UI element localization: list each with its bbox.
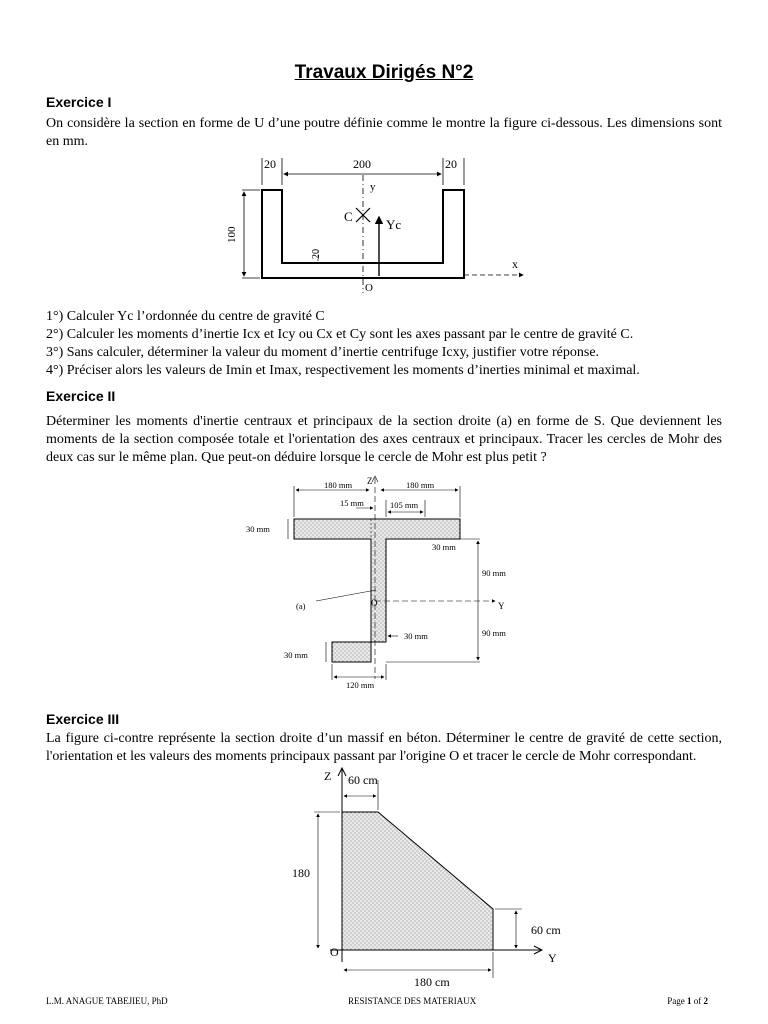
origin-o-label: O <box>365 282 373 294</box>
exercise-2-heading: Exercice II <box>46 388 116 404</box>
dim-right-label: 20 <box>445 157 457 171</box>
yc-label: Yc <box>386 217 402 232</box>
exercise-3-intro: La figure ci-contre représente la section droite d’un massif en béton. Déterminer le centre de gravité de cette section, l'orientation et les valeurs des moments principaux passant par l'origine O et tracer le cercle de Mohr correspondant. <box>46 731 722 764</box>
dim-180-left: 180 mm <box>324 480 353 490</box>
dim-left-label: 20 <box>264 157 276 171</box>
dim-30-web: 30 mm <box>404 631 428 641</box>
origin-o-label: O <box>371 598 378 608</box>
dim-height-label: 100 <box>226 226 238 243</box>
dim-30-left: 30 mm <box>246 524 270 534</box>
exercise-3-heading: Exercice III <box>46 711 120 727</box>
dim-60-right: 60 cm <box>531 923 561 937</box>
page-mid: of <box>691 996 704 1006</box>
section-a-label: (a) <box>296 601 306 611</box>
footer-course: RESISTANCE DES MATERIAUX <box>348 996 477 1006</box>
question-1: 1°) Calculer Yc l’ordonnée du centre de gravité C <box>46 309 325 324</box>
dim-120: 120 mm <box>346 680 375 690</box>
dim-90-bottom: 90 mm <box>482 628 506 638</box>
question-3: 3°) Sans calculer, déterminer la valeur du moment d’inertie centrifuge Icxy, justifier votre réponse. <box>46 345 600 360</box>
footer-page-number <box>667 996 708 1006</box>
dim-180-bottom: 180 cm <box>414 975 450 989</box>
question-4: 4°) Préciser alors les valeurs de Imin et Imax, respectivement les moments d’inerties minimal et maximal. <box>46 363 640 378</box>
question-2: 2°) Calculer les moments d’inertie Icx et Icy ou Cx et Cy sont les axes passant par le centre de gravité C. <box>46 327 634 342</box>
dim-top-label: 200 <box>353 157 371 171</box>
dim-thickness-label: 20 <box>311 249 322 259</box>
concrete-section-figure <box>280 766 580 996</box>
dim-90-top: 90 mm <box>482 568 506 578</box>
dim-60-top: 60 cm <box>348 773 378 787</box>
exercise-1-heading: Exercice I <box>46 94 112 110</box>
exercise-2-intro: Déterminer les moments d'inertie centraux et principaux de la section droite (a) en forme de S. Que deviennent les moments de la section composée totale et l'orientation des axes centraux et principaux. Tracer les cercles de Mohr des deux cas sur le même plan. Que peut-on déduire lorsque le cercle de Mohr est plus petit ? <box>46 414 722 465</box>
exercise-1-intro: On considère la section en forme de U d’une poutre définie comme le montre la figure ci-dessous. Les dimensions sont en mm. <box>46 116 722 149</box>
dim-15: 15 mm <box>340 498 364 508</box>
dim-30-bottom: 30 mm <box>284 650 308 660</box>
origin-o-label: O <box>330 945 339 959</box>
axis-y-label: y <box>370 181 376 193</box>
page-title: Travaux Dirigés N°2 <box>294 62 474 83</box>
axis-y-label: Y <box>498 601 505 611</box>
s-section-figure <box>240 474 520 694</box>
axis-z-label: Z <box>324 769 332 783</box>
dim-30-right: 30 mm <box>432 542 456 552</box>
centroid-c-label: C <box>344 209 353 224</box>
u-section-figure <box>220 155 550 295</box>
axis-x-label: x <box>512 257 518 271</box>
page-num: 1 <box>687 996 692 1006</box>
page-prefix: Page <box>667 996 687 1006</box>
dim-180-right: 180 mm <box>406 480 435 490</box>
axis-z-label: Z <box>367 476 373 486</box>
axis-y-label: Y <box>548 951 557 965</box>
dim-180-left: 180 <box>292 866 310 880</box>
page-total: 2 <box>703 996 708 1006</box>
dim-105: 105 mm <box>390 500 419 510</box>
footer-author: L.M. ANAGUE TABEJIEU, PhD <box>46 996 168 1006</box>
